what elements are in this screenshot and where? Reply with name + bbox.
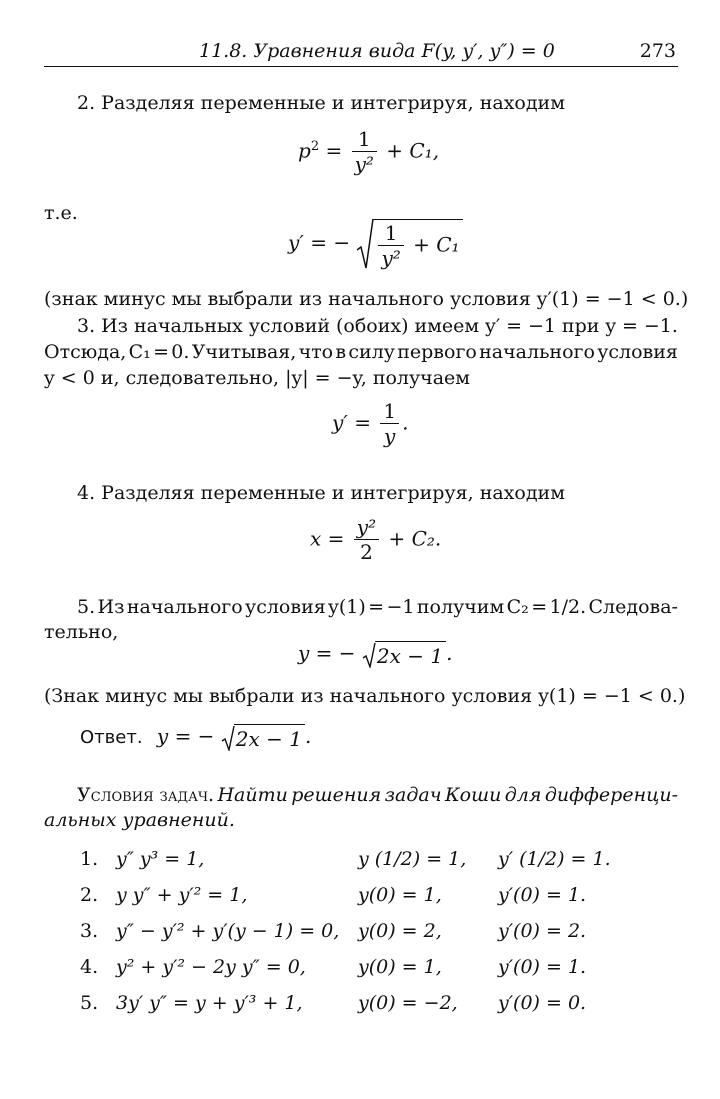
- word: Следова-: [588, 596, 678, 618]
- step3-line1: [77, 315, 678, 337]
- word: решения: [291, 784, 382, 806]
- square-root: $\frac{1}{\text{y²}}$ + C₁: [356, 218, 462, 270]
- word: 3.: [77, 315, 96, 337]
- task-condition-1: y(0) = 1,: [358, 956, 442, 978]
- task-number: 2.: [80, 884, 99, 906]
- radical-sign-icon: [356, 218, 374, 270]
- word: начального: [126, 596, 243, 618]
- word: C₁: [128, 341, 151, 363]
- word: условий: [248, 315, 331, 337]
- section-title: 11.8. Уравнения вида F(y, y′, y″) = 0: [199, 40, 555, 62]
- step5-line2: тельно,: [44, 621, 119, 643]
- word: дифференци-: [544, 784, 678, 806]
- answer: Ответ. y = − 2x − 1 .: [80, 724, 312, 751]
- step5-line1: [77, 596, 678, 618]
- step2-equation-2: y′ = − $\frac{1}{\text{y²}}$ + C₁: [288, 218, 463, 270]
- header-rule: [44, 66, 678, 67]
- word: имеем: [414, 315, 480, 337]
- word: начального: [479, 341, 595, 363]
- task-condition-2: y′(0) = 0.: [498, 992, 587, 1014]
- task-condition-2: y′(0) = 1.: [498, 956, 587, 978]
- fraction: $\frac{1}{\text{y²}}$: [352, 128, 377, 176]
- word: в: [335, 341, 347, 363]
- task-condition-2: y′(0) = 2.: [498, 920, 587, 942]
- step5-note: (Знак минус мы выбрали из начального условия y(1) = −1 < 0.): [44, 685, 686, 707]
- task-equation: y″ − y′² + y′(y − 1) = 0,: [116, 920, 340, 942]
- word: начальных: [133, 315, 243, 337]
- step3-line2: [44, 341, 678, 363]
- task-equation: 3y′ y″ = y + y′³ + 1,: [116, 992, 303, 1014]
- word: Отсюда,: [44, 341, 127, 363]
- answer-label: Ответ.: [80, 727, 143, 748]
- word: y: [605, 315, 617, 337]
- word: 0.: [171, 341, 190, 363]
- word: Из: [97, 596, 125, 618]
- radical-sign-icon: [221, 725, 235, 751]
- task-condition-1: y (1/2) = 1,: [358, 848, 467, 870]
- fraction: $\frac{1}{\text{y²}}$: [378, 222, 403, 270]
- step4-equation: x = $\frac{\text{y²}}{2}$ + C₂.: [310, 515, 442, 564]
- step3-equation: y′ = $\frac{1}{y}$ .: [332, 399, 409, 448]
- word: C₂: [506, 596, 529, 618]
- task-number: 4.: [80, 956, 99, 978]
- task-condition-2: y′(0) = 1.: [498, 884, 587, 906]
- task-number: 1.: [80, 848, 99, 870]
- word: получим: [416, 596, 505, 618]
- page-number: 273: [639, 40, 676, 62]
- word: для: [504, 784, 542, 806]
- conditions-line2: альных уравнений.: [44, 809, 235, 831]
- step2-text: 2. Разделяя переменные и интегрируя, находим: [77, 92, 565, 114]
- word: силу: [348, 341, 395, 363]
- word: =: [153, 341, 169, 363]
- task-condition-1: y(0) = −2,: [358, 992, 458, 1014]
- step2-equation: $p^2$ = $\frac{1}{\text{y²}}$ + C₁,: [298, 127, 440, 176]
- step4-text: 4. Разделяя переменные и интегрируя, находим: [77, 482, 565, 504]
- task-equation: y″ y³ = 1,: [116, 848, 205, 870]
- word: =: [506, 315, 523, 337]
- step3-line3: y < 0 и, следовательно, |y| = −y, получаем: [44, 367, 471, 389]
- square-root: 2x − 1: [362, 641, 446, 668]
- step5-equation: y = − 2x − 1 .: [298, 641, 453, 668]
- word: задач: [384, 784, 442, 806]
- running-header: [44, 40, 678, 66]
- step2-note: (знак минус мы выбрали из начального условия y′(1) = −1 < 0.): [44, 288, 689, 310]
- task-number: 5.: [80, 992, 99, 1014]
- task-condition-2: y′ (1/2) = 1.: [498, 848, 611, 870]
- square-root: 2x − 1: [221, 724, 305, 751]
- conditions-line1: [77, 784, 678, 806]
- word: условия: [245, 596, 326, 618]
- step2-te: т.е.: [44, 202, 78, 224]
- word: −1: [527, 315, 556, 337]
- word: Найти: [217, 784, 288, 806]
- word: (обоих): [335, 315, 409, 337]
- word: =: [622, 315, 638, 337]
- word: при: [561, 315, 600, 337]
- task-equation: y y″ + y′² = 1,: [116, 884, 248, 906]
- word: условия: [597, 341, 678, 363]
- task-equation: y² + y′² − 2y y″ = 0,: [116, 956, 306, 978]
- word: =: [531, 596, 548, 618]
- word: −1: [386, 596, 415, 618]
- word: 5.: [77, 596, 96, 618]
- word: Коши: [444, 784, 502, 806]
- word: −1.: [643, 315, 678, 337]
- word: 1/2.: [549, 596, 587, 618]
- word: Учитывая,: [191, 341, 297, 363]
- fraction: $\frac{1}{y}$: [380, 400, 399, 448]
- task-condition-1: y(0) = 1,: [358, 884, 442, 906]
- task-condition-1: y(0) = 2,: [358, 920, 442, 942]
- word: что: [298, 341, 334, 363]
- fraction: $\frac{\text{y²}}{2}$: [354, 516, 379, 564]
- radical-sign-icon: [362, 642, 376, 668]
- conditions-label: Условия задач.: [77, 784, 215, 806]
- task-number: 3.: [80, 920, 99, 942]
- word: Из: [101, 315, 129, 337]
- word: y′: [485, 315, 501, 337]
- word: первого: [397, 341, 477, 363]
- word: y(1): [328, 596, 366, 618]
- word: =: [368, 596, 385, 618]
